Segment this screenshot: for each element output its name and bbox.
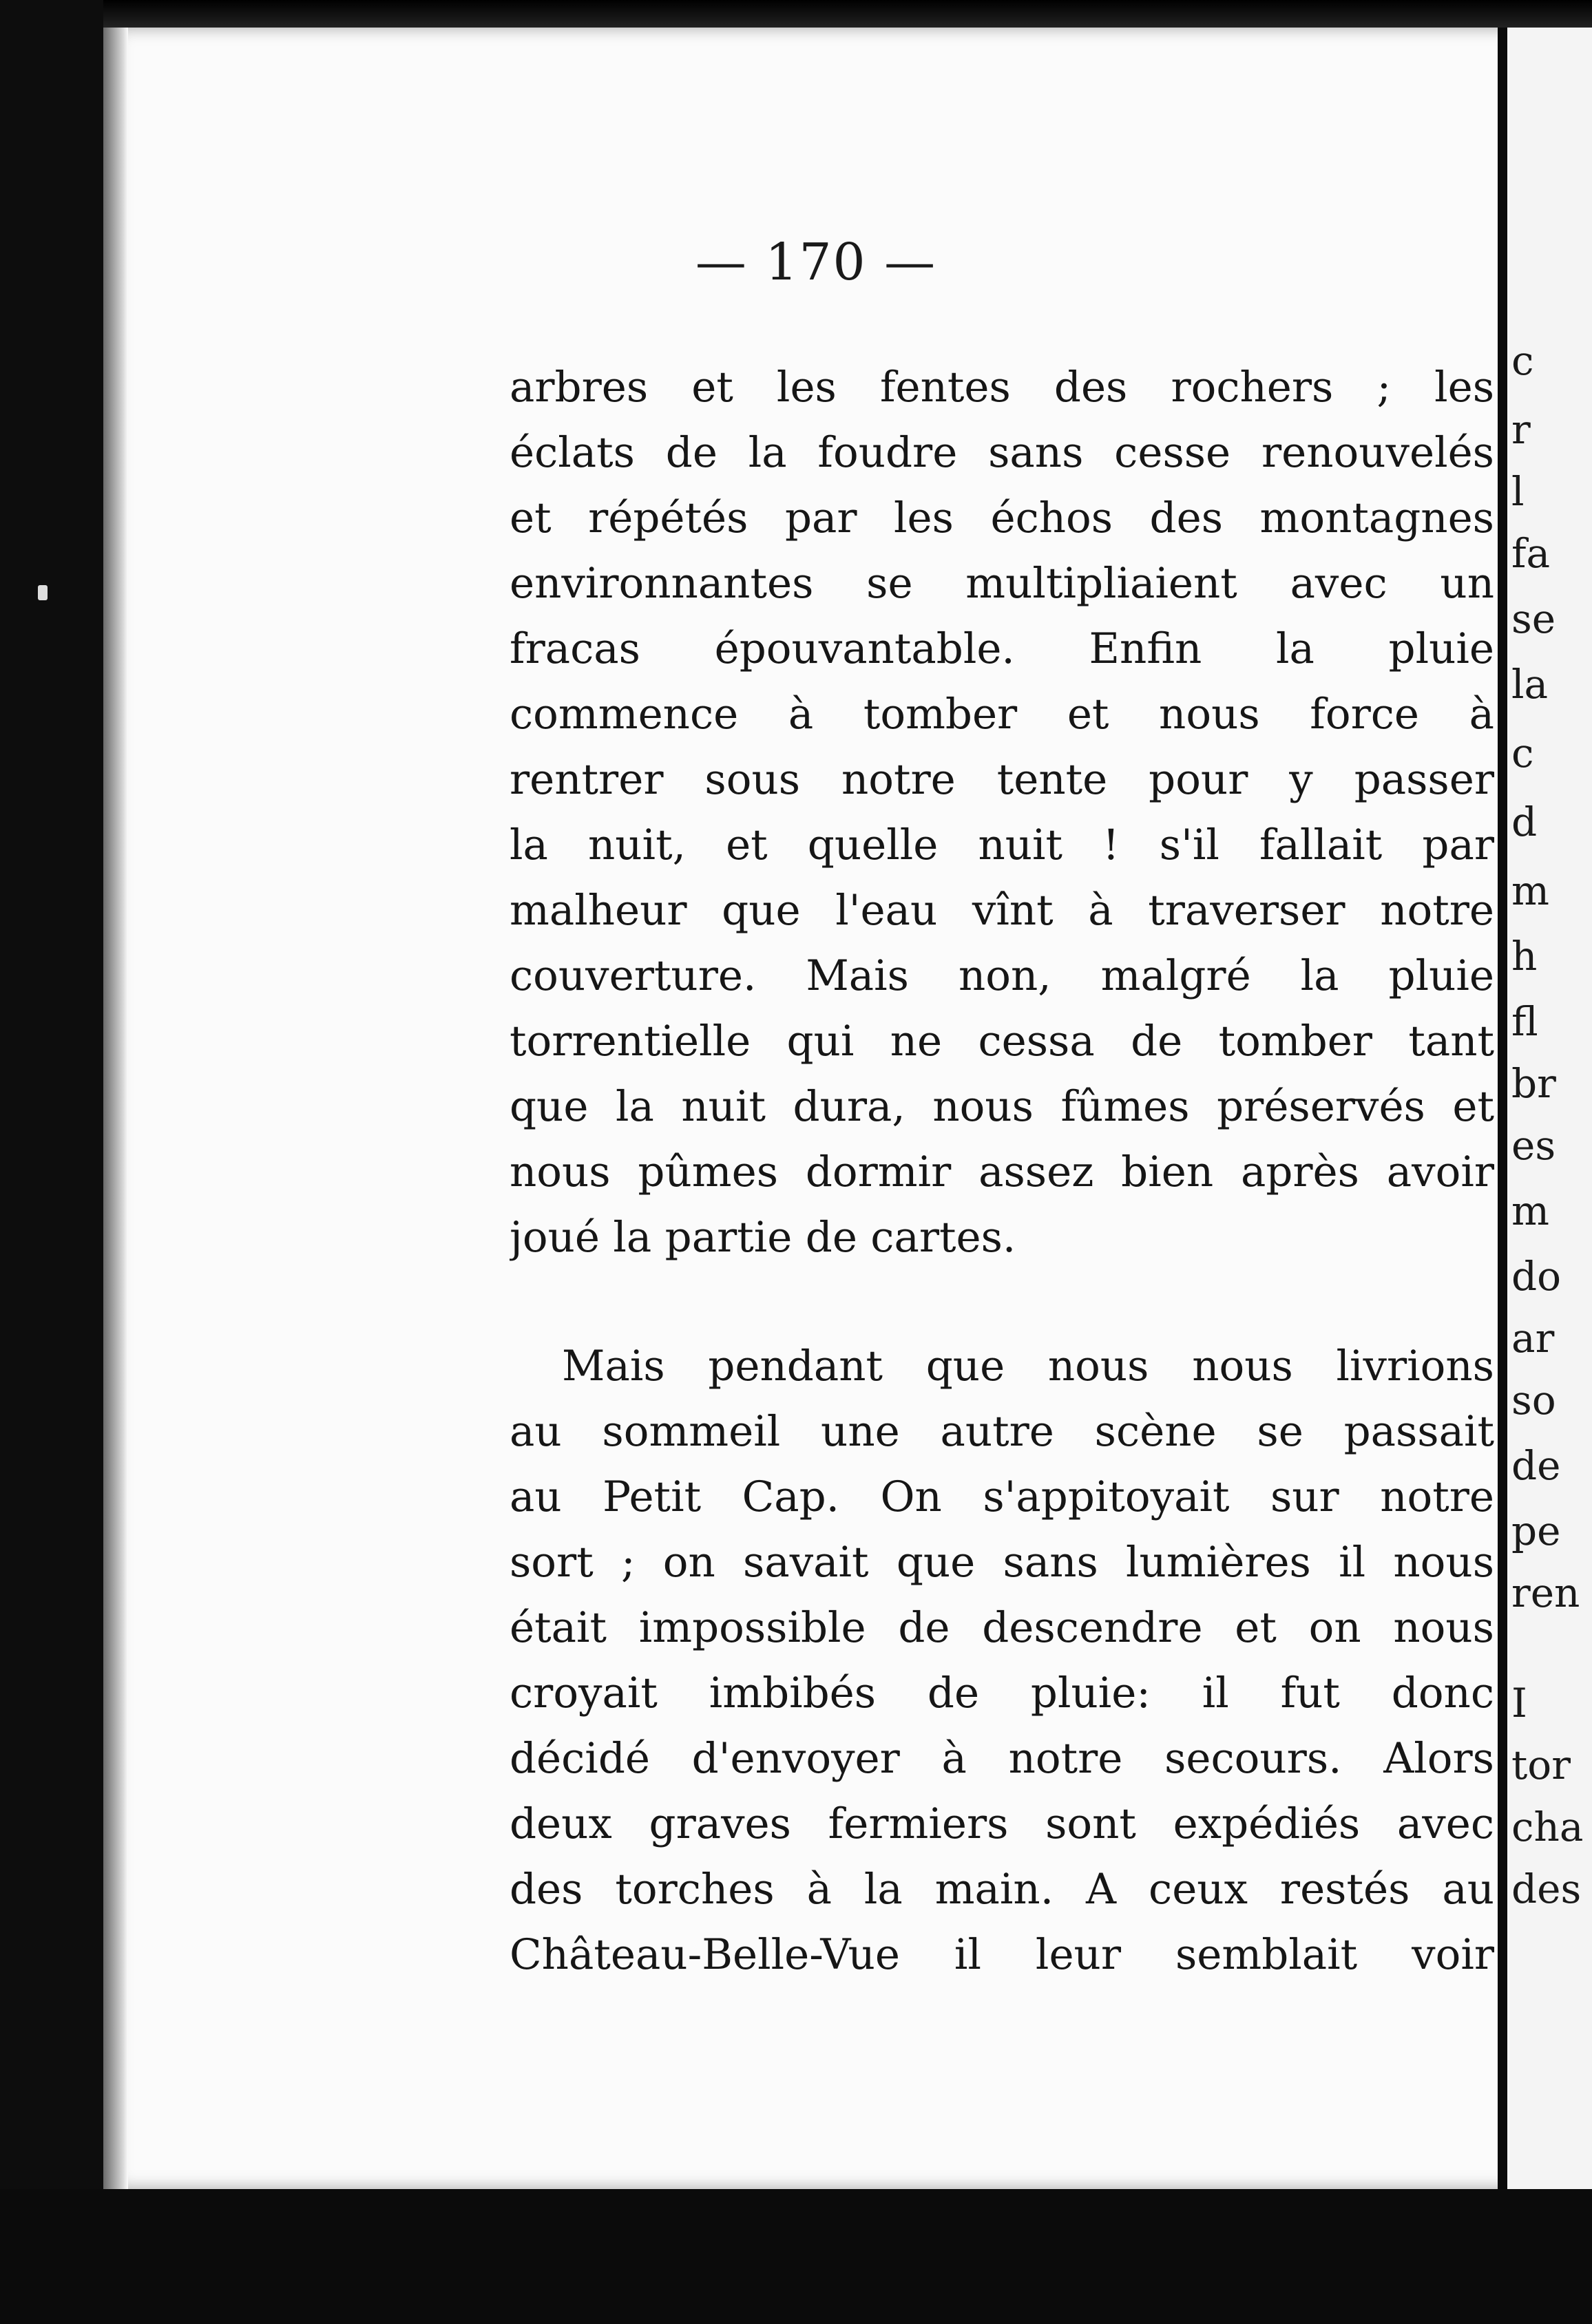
text-line: commence à tomber et nous force à: [510, 690, 1494, 739]
facing-page-letters: m: [1511, 1187, 1549, 1234]
text-line: éclats de la foudre sans cesse renouvelés: [510, 428, 1494, 477]
page-fold-shadow: [103, 28, 128, 2189]
text-line: croyait imbibés de pluie: il fut donc: [510, 1669, 1494, 1718]
facing-page-letters: c: [1511, 337, 1534, 384]
facing-page-letters: des: [1511, 1866, 1582, 1912]
scanner-left-edge: [0, 0, 103, 2324]
page-body-text: [510, 355, 1494, 1987]
text-line: sort ; on savait que sans lumières il nous: [510, 1538, 1494, 1587]
facing-page-letters: do: [1511, 1253, 1562, 1300]
text-line: des torches à la main. A ceux restés au: [510, 1865, 1494, 1914]
text-line: la nuit, et quelle nuit ! s'il fallait par: [510, 821, 1494, 869]
facing-page-letters: se: [1511, 595, 1556, 642]
facing-page-letters: l: [1511, 468, 1525, 515]
text-line: décidé d'envoyer à notre secours. Alors: [510, 1734, 1494, 1783]
book-page: [103, 28, 1529, 2189]
facing-page-letters: m: [1511, 867, 1549, 914]
facing-page-letters: cha: [1511, 1804, 1584, 1850]
facing-page-letters: fl: [1511, 998, 1538, 1045]
scanner-top-edge: [0, 0, 1592, 28]
facing-page-letters: ren: [1511, 1570, 1580, 1616]
text-line: que la nuit dura, nous fûmes préservés et: [510, 1082, 1494, 1131]
paragraph-gap: [510, 1270, 1494, 1333]
scan-speck: [38, 585, 48, 600]
text-line: Mais pendant que nous nous livrions: [562, 1342, 1494, 1391]
text-line: torrentielle qui ne cessa de tomber tant: [510, 1017, 1494, 1066]
text-line: environnantes se multipliaient avec un: [510, 559, 1494, 608]
text-line: Château-Belle-Vue il leur semblait voir: [510, 1930, 1494, 1979]
facing-page-letters: es: [1511, 1122, 1556, 1169]
facing-page-letters: fa: [1511, 530, 1551, 577]
facing-page-letters: so: [1511, 1377, 1556, 1424]
facing-page-letters: pe: [1511, 1508, 1561, 1554]
text-line: fracas épouvantable. Enfin la pluie: [510, 624, 1494, 673]
facing-page-letters: tor: [1511, 1742, 1571, 1788]
text-line: rentrer sous notre tente pour y passer: [510, 755, 1494, 804]
facing-page-letters: br: [1511, 1060, 1556, 1107]
text-line: deux graves fermiers sont expédiés avec: [510, 1799, 1494, 1848]
facing-page-fragment: [1507, 28, 1592, 2189]
page-number: — 170 —: [695, 233, 937, 292]
facing-page-letters: c: [1511, 730, 1534, 777]
facing-page-letters: ar: [1511, 1315, 1555, 1362]
text-line: au Petit Cap. On s'appitoyait sur notre: [510, 1472, 1494, 1521]
book-gutter: [1498, 28, 1507, 2189]
text-line: joué la partie de cartes.: [510, 1213, 1016, 1262]
facing-page-letters: la: [1511, 661, 1549, 708]
facing-page-letters: I: [1511, 1680, 1527, 1726]
facing-page-letters: h: [1511, 933, 1538, 980]
text-line: était impossible de descendre et on nous: [510, 1603, 1494, 1652]
facing-page-letters: d: [1511, 799, 1538, 845]
facing-page-letters: r: [1511, 406, 1531, 453]
text-line: couverture. Mais non, malgré la pluie: [510, 951, 1494, 1000]
text-line: arbres et les fentes des rochers ; les: [510, 363, 1494, 412]
text-line: malheur que l'eau vînt à traverser notre: [510, 886, 1494, 935]
scanner-bottom-edge: [0, 2189, 1592, 2324]
text-line: nous pûmes dormir assez bien après avoir: [510, 1148, 1494, 1196]
facing-page-letters: de: [1511, 1442, 1561, 1489]
text-line: et répétés par les échos des montagnes: [510, 494, 1494, 542]
text-line: au sommeil une autre scène se passait: [510, 1407, 1494, 1456]
